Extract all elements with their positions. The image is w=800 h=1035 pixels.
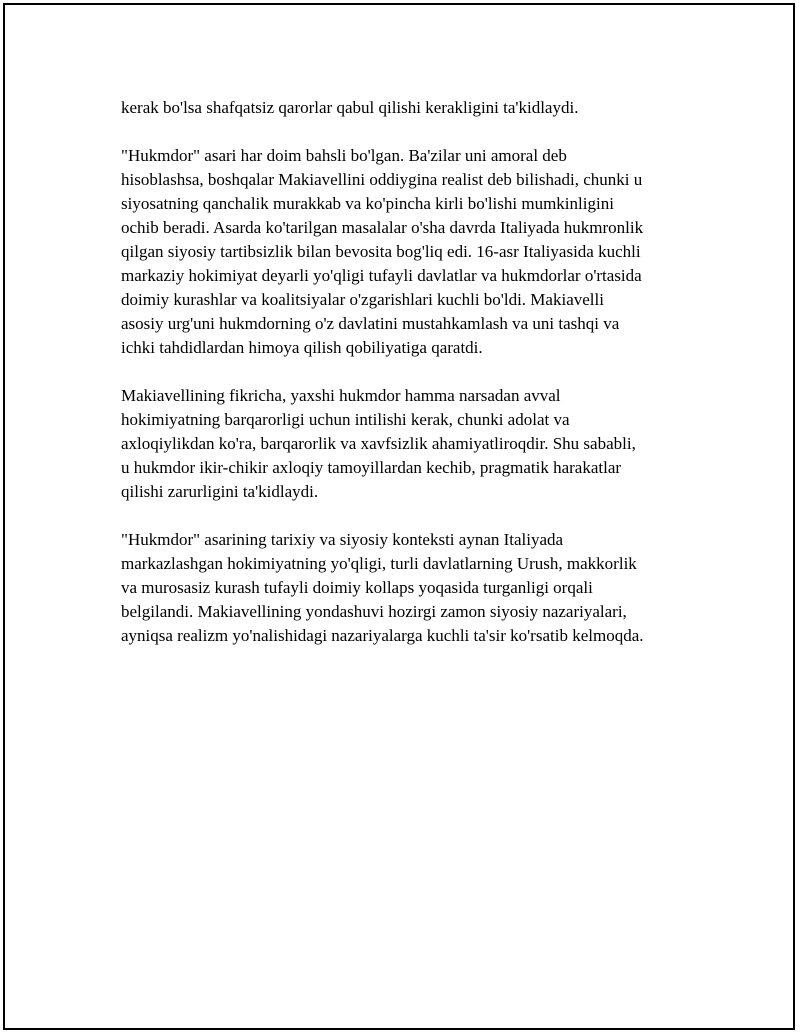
paragraph-2 [121, 144, 701, 360]
text-line: qilgan siyosiy tartibsizlik bilan bevosita bog'liq edi. 16-asr Italiyasida kuchli [121, 242, 641, 261]
text-line: "Hukmdor" asari har doim bahsli bo'lgan. Ba'zilar uni amoral deb [121, 146, 567, 165]
document-page [3, 3, 795, 1030]
text-line: ochib beradi. Asarda ko'tarilgan masalalar o'sha davrda Italiyada hukmronlik [121, 218, 644, 237]
text-line: markaziy hokimiyat deyarli yo'qligi tufayli davlatlar va hukmdorlar o'rtasida [121, 266, 642, 285]
paragraph-1 [121, 96, 701, 120]
text-line: u hukmdor ikir-chikir axloqiy tamoyillardan kechib, pragmatik harakatlar [121, 458, 622, 477]
text-line: siyosatning qanchalik murakkab va ko'pincha kirli bo'lishi mumkinligini [121, 194, 614, 213]
text-line: ayniqsa realizm yo'nalishidagi nazariyalarga kuchli ta'sir ko'rsatib kelmoqda. [121, 626, 644, 645]
text-line: hisoblashsa, boshqalar Makiavellini oddiygina realist deb bilishadi, chunki u [121, 170, 643, 189]
text-line: belgilandi. Makiavellining yondashuvi hozirgi zamon siyosiy nazariyalari, [121, 602, 627, 621]
text-line: doimiy kurashlar va koalitsiyalar o'zgarishlari kuchli bo'ldi. Makiavelli [121, 290, 604, 309]
text-line: hokimiyatning barqarorligi uchun intilishi kerak, chunki adolat va [121, 410, 570, 429]
text-line: "Hukmdor" asarining tarixiy va siyosiy konteksti aynan Italiyada [121, 530, 564, 549]
text-line: Makiavellining fikricha, yaxshi hukmdor hamma narsadan avval [121, 386, 561, 405]
text-line: qilishi zarurligini ta'kidlaydi. [121, 482, 319, 501]
text-line: va murosasiz kurash tufayli doimiy kollaps yoqasida turganligi orqali [121, 578, 593, 597]
text-line: markazlashgan hokimiyatning yo'qligi, turli davlatlarning Urush, makkorlik [121, 554, 637, 573]
text-line: axloqiylikdan ko'ra, barqarorlik va xavfsizlik ahamiyatliroqdir. Shu sababli, [121, 434, 636, 453]
paragraph-3 [121, 384, 701, 504]
text-line: ichki tahdidlardan himoya qilish qobiliyatiga qaratdi. [121, 338, 483, 357]
paragraph-4 [121, 528, 701, 648]
document-body [121, 96, 701, 672]
text-line: kerak bo'lsa shafqatsiz qarorlar qabul qilishi kerakligini ta'kidlaydi. [121, 98, 579, 117]
text-line: asosiy urg'uni hukmdorning o'z davlatini mustahkamlash va uni tashqi va [121, 314, 620, 333]
